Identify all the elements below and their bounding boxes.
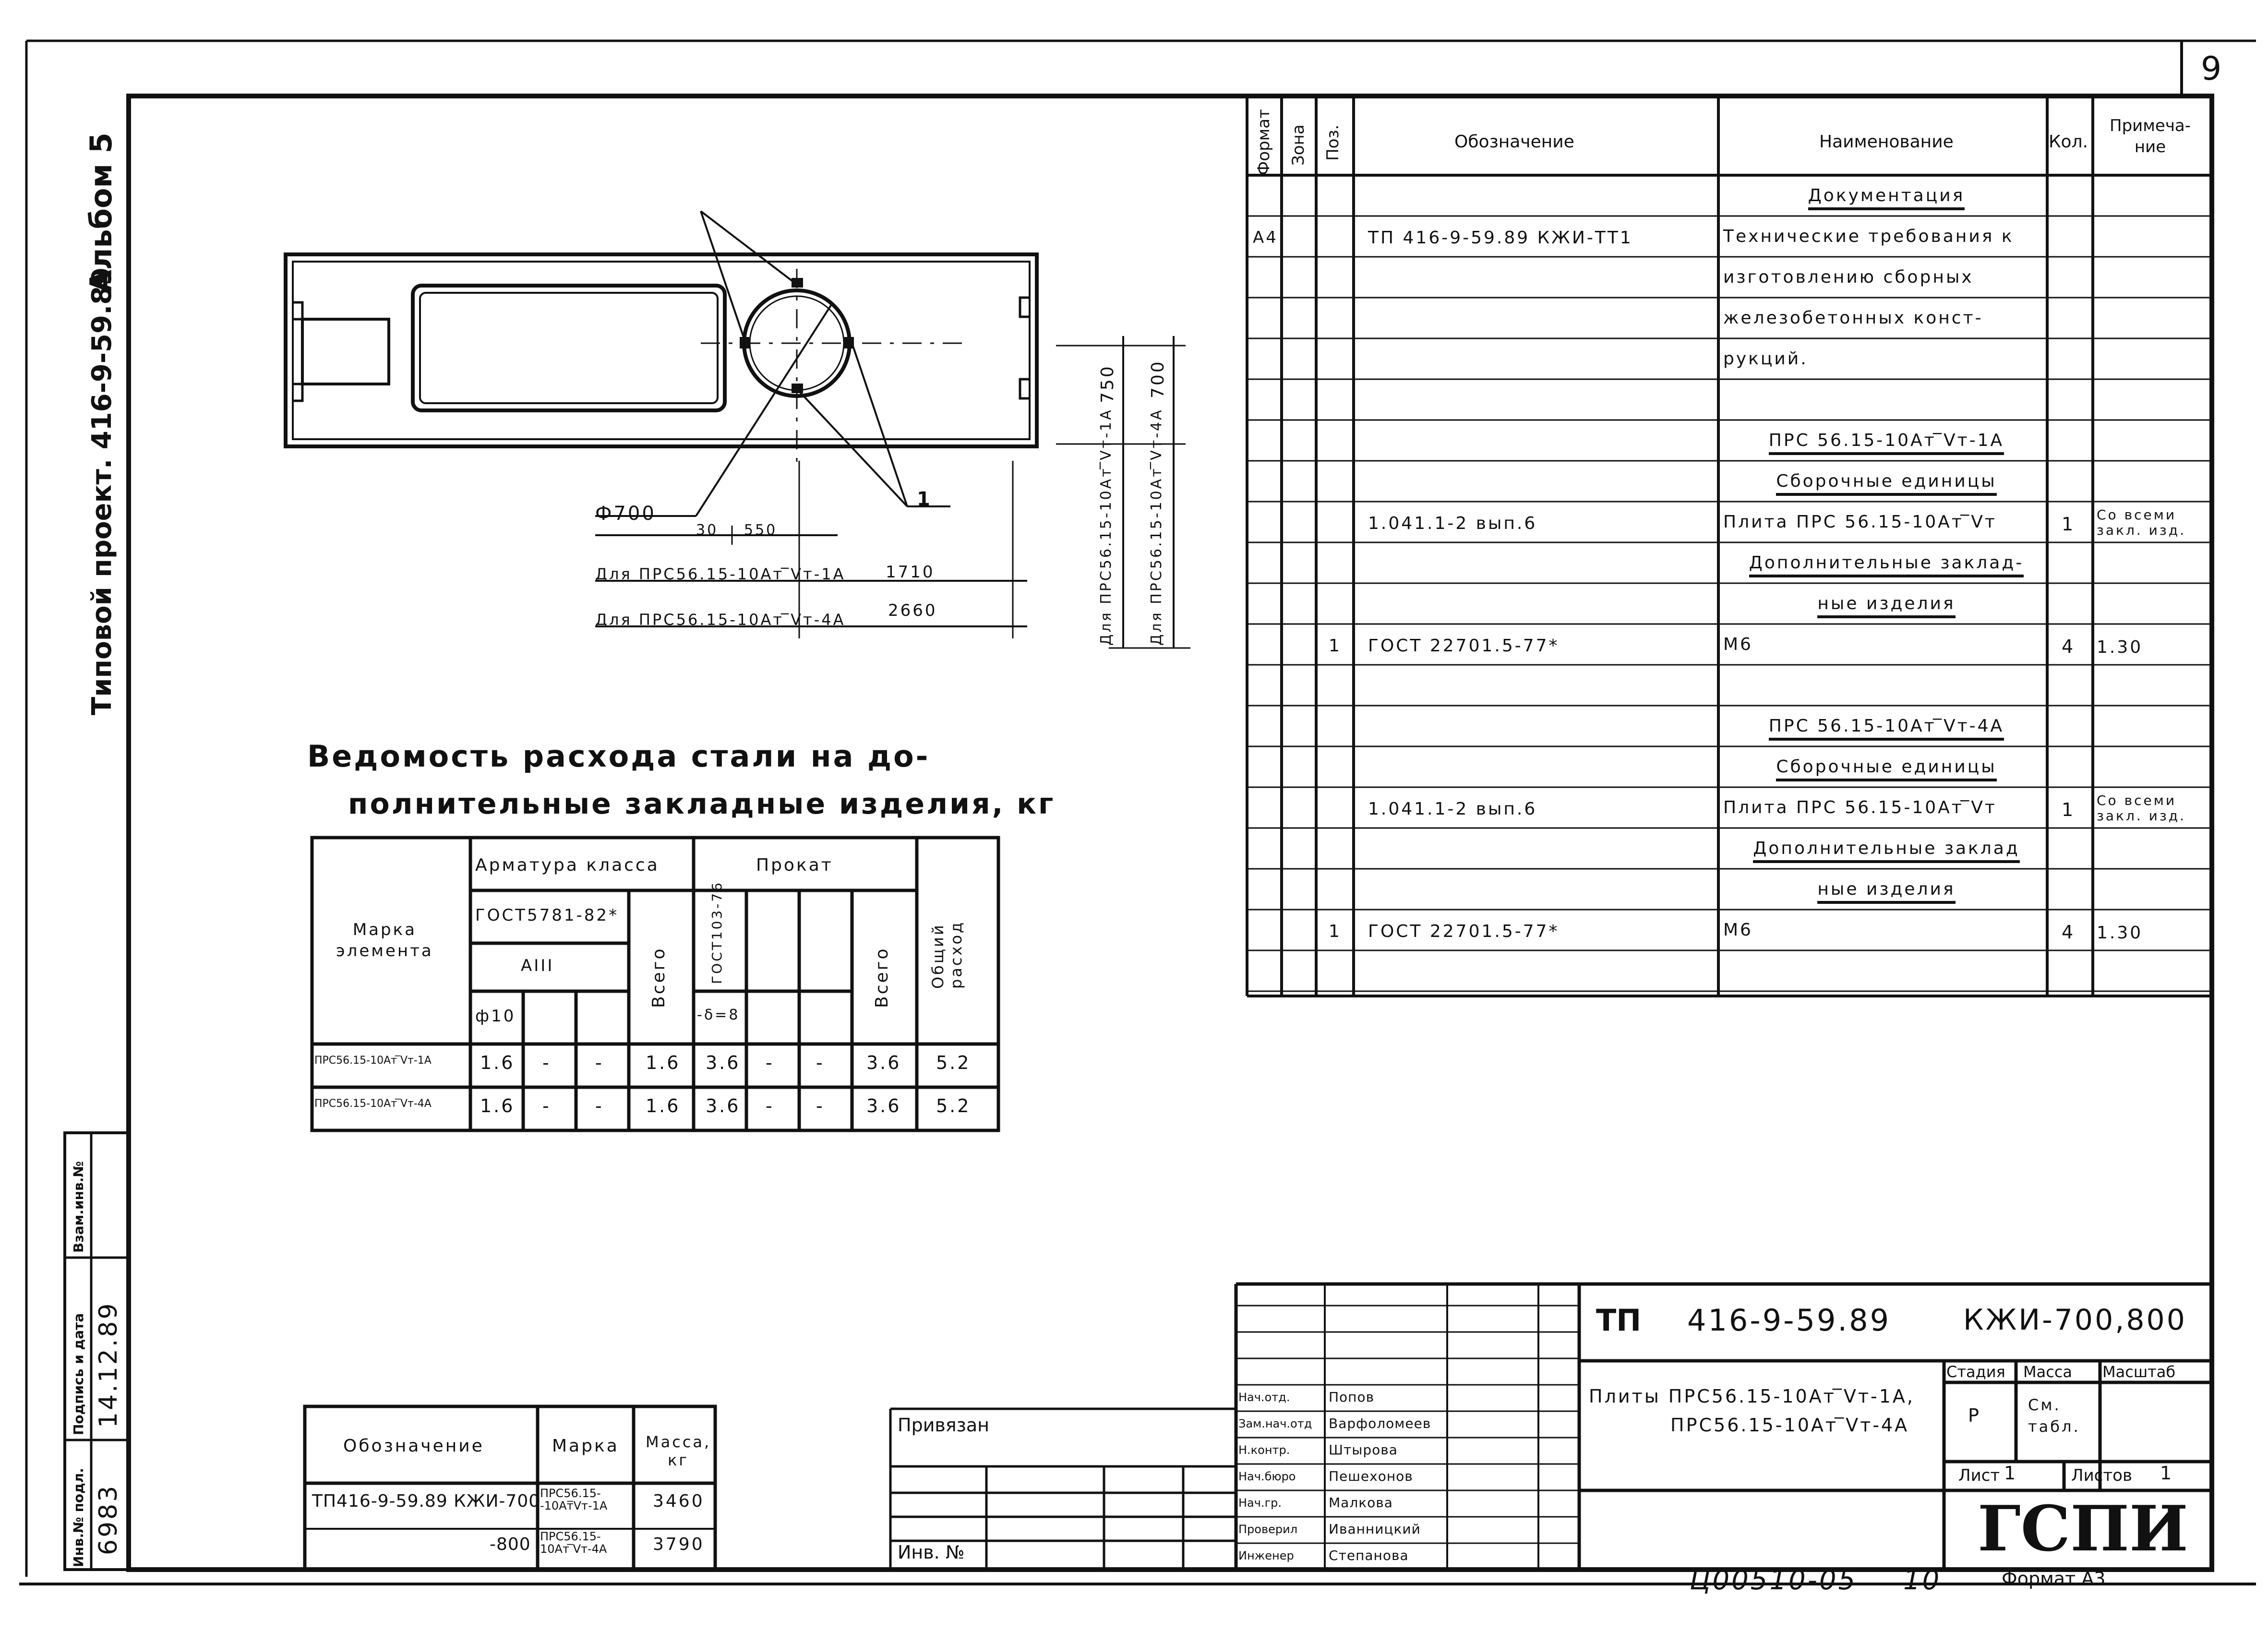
steel-row-total: 5.2 [936,1052,971,1073]
steel-h-gost103: ГОСТ103-76 [709,881,725,984]
spec-row-name-text: ные изделия [1817,594,1955,618]
project-label: Типовой проект. 416-9-59.89 [86,267,118,715]
spec-row-name [1728,881,2045,898]
spec-row-name-text: Плита ПРС 56.15-10Ат ̅Vт [1723,512,1997,532]
spec-row-name-text: М6 [1723,635,1753,654]
spec-row-name-text: Дополнительные заклад [1753,839,2019,863]
signer-name: Штырова [1329,1442,1398,1458]
vert-label-1a: Для ПРС56.15-10Ат ̅Vт-1А [1098,408,1115,646]
spec-row-name-text: Технические требования к [1723,227,2014,246]
tb-org: ГСПИ [1978,1492,2188,1565]
dim-550: 550 [744,522,778,539]
steel-h-vsego: Всего [649,947,669,1008]
steel-h-armatura: Арматура класса [475,855,660,875]
inv-label: Инв. № [898,1542,965,1563]
spec-row-name [1723,922,1753,939]
spec-row-name [1728,840,2045,857]
dim-2660: 2660 [888,601,937,620]
signer-name: Степанова [1329,1548,1409,1563]
spec-row-name-text: Плита ПРС 56.15-10Ат ̅Vт [1723,798,1997,817]
tb-sheet-h: Лист [1958,1466,2000,1485]
signer-role: Проверил [1238,1523,1298,1536]
spec-row-qty: 1 [2062,799,2076,820]
tb-stage-v: Р [1968,1405,1979,1426]
spec-row-name-text: железобетонных конст- [1723,308,1983,328]
leader-1-label: 1 [917,488,932,510]
steel-row-vsego: 1.6 [646,1052,681,1073]
signer-name: Иванницкий [1329,1521,1421,1537]
spec-row-designation: 1.041.1-2 вып.6 [1368,514,1537,533]
spec-row-name-text: М6 [1723,920,1753,940]
vert-label-4a: Для ПРС56.15-10Ат ̅Vт-4А [1148,408,1165,646]
tb-mass-h: Масса [2023,1363,2073,1381]
signer-name: Попов [1329,1389,1375,1405]
spec-row-name [1723,514,1997,531]
dim-750: 750 [1098,364,1117,403]
spec-row-designation: ГОСТ 22701.5-77* [1368,636,1560,656]
spec-row-name [1728,758,2045,776]
footer-copy-no: 10 [1903,1565,1942,1596]
strip-podpis: Подпись и дата [71,1313,86,1435]
spec-row-name [1728,187,2045,204]
spec-row-format: А4 [1253,228,1278,247]
spec-row-name [1728,595,2045,612]
spec-row-name-text: Сборочные единицы [1776,471,1996,496]
steel-row-vsego2: 3.6 [866,1052,901,1073]
spec-row-designation: 1.041.1-2 вып.6 [1368,799,1537,819]
tb-product-line1: Плиты ПРС56.15-10Ат ̅Vт-1А, [1589,1386,1915,1407]
spec-row-name-text: ПРС 56.15-10Ат ̅Vт-1А [1769,431,2004,455]
footer-format: Формат А3 [2002,1568,2106,1589]
row-label-1a: Для ПРС56.15-10Ат ̅Vт-1А [595,565,846,583]
spec-row-name-text: Сборочные единицы [1776,757,1996,781]
spec-row-designation: ГОСТ 22701.5-77* [1368,922,1560,941]
steel-row-phi10: 1.6 [480,1095,515,1116]
page-number: 9 [2201,50,2222,88]
spec-row-note: 1.30 [2097,637,2143,657]
spec-row-qty: 1 [2062,514,2076,535]
mass-h-mass: Масса, кг [646,1433,711,1470]
spec-row-name [1728,554,2045,572]
steel-row-phi10: 1.6 [480,1052,515,1073]
spec-row-name-text: ные изделия [1817,879,1955,904]
spec-row-name [1728,718,2045,735]
signer-role: Н.контр. [1238,1443,1290,1457]
spec-row-qty: 4 [2062,922,2076,943]
mass-row-designation: ТП416-9-59.89 КЖИ-700 [312,1491,540,1511]
signer-name: Малкова [1329,1495,1393,1511]
spec-row-name [1723,636,1753,653]
tb-scale-h: Масштаб [2102,1363,2176,1381]
strip-inv-podl: Инв.№ подл. [71,1468,86,1567]
steel-h-vsego2: Всего [872,947,892,1008]
steel-row-c5: - [766,1095,774,1116]
tb-sheets-h: Листов [2071,1466,2133,1485]
mass-h-designation: Обозначение [343,1436,484,1456]
strip-vzam: Взам.инв.№ [71,1161,86,1253]
steel-row-c6: - [816,1052,825,1073]
steel-row-delta8: 3.6 [706,1052,741,1073]
steel-h-gost5781: ГОСТ5781-82* [475,906,619,925]
steel-h-delta8: -δ=8 [697,1007,740,1023]
spec-row-note: 1.30 [2097,923,2143,943]
spec-row-name-text: ПРС 56.15-10Ат ̅Vт-4А [1769,716,2004,741]
steel-row-vsego2: 3.6 [866,1095,901,1116]
spec-row-name [1723,310,1983,327]
spec-row-name [1723,350,1808,368]
steel-h-aiii: АIII [521,956,554,975]
signer-name: Варфоломеев [1329,1416,1431,1431]
spec-row-name-text: изготовлению сборных [1723,267,1974,287]
dia-label: Ф700 [595,503,656,525]
spec-row-note: Со всеми закл. изд. [2097,507,2186,539]
strip-inv-value: 6983 [94,1484,123,1555]
signer-role: Нач.бюро [1238,1470,1296,1483]
steel-row-mark: ПРС56.15-10Ат ̅Vт-4А [314,1098,432,1110]
steel-row-total: 5.2 [936,1095,971,1116]
privyazan-label: Привязан [898,1415,989,1436]
spec-header-pos: Поз. [1323,124,1343,161]
signer-role: Нач.гр. [1238,1496,1282,1510]
tb-product-line2: ПРС56.15-10Ат ̅Vт-4А [1670,1415,1909,1436]
spec-row-name-text: рукций. [1723,349,1808,369]
steel-title-line1: Ведомость расхода стали на до- [307,739,930,774]
row-label-4a: Для ПРС56.15-10Ат ̅Vт-4А [595,611,846,629]
steel-row-c3: - [595,1095,604,1116]
mass-h-mark: Марка [552,1436,619,1456]
steel-row-vsego: 1.6 [646,1095,681,1116]
tb-sheet-v: 1 [2004,1463,2018,1484]
signer-role: Нач.отд. [1238,1391,1290,1404]
signer-role: Зам.нач.отд [1238,1417,1312,1430]
spec-row-qty: 4 [2062,636,2076,657]
steel-h-prokat: Прокат [756,855,833,875]
dim-1710: 1710 [886,563,935,582]
steel-row-delta8: 3.6 [706,1095,741,1116]
spec-header-qty: Кол. [2049,132,2088,152]
mass-row-mark: ПРС56.15- 10Ат ̅Vт-4А [540,1530,607,1556]
spec-header-format: Формат [1254,109,1273,175]
tb-sheets-v: 1 [2160,1463,2174,1484]
strip-date-value: 14.12.89 [94,1301,123,1428]
footer-archive-no: Ц00510-05 [1690,1565,1858,1596]
steel-row-c3: - [595,1052,604,1073]
spec-header-zone: Зона [1289,124,1308,166]
spec-row-designation: ТП 416-9-59.89 КЖИ-ТТ1 [1368,228,1633,248]
spec-row-name [1728,432,2045,449]
spec-row-name-text: Документация [1808,186,1965,210]
spec-row-note: Со всеми закл. изд. [2097,792,2186,824]
signer-name: Пешехонов [1329,1468,1413,1484]
mass-row-mass: 3790 [653,1535,705,1554]
steel-row-c2: - [542,1052,551,1073]
tb-mass-v: См. табл. [2028,1396,2080,1436]
mass-row-mark: ПРС56.15- -10Ат̅Vт-1А [540,1487,608,1513]
spec-header-note: Примеча- ние [2110,116,2191,157]
tb-stage-h: Стадия [1946,1363,2005,1381]
dim-30: 30 [696,522,719,539]
spec-row-name [1723,228,2014,245]
steel-row-c6: - [816,1095,825,1116]
album-label: Альбом 5 [84,132,119,293]
spec-row-name [1723,269,1974,286]
steel-h-total: Общий расход [929,920,966,989]
steel-row-c2: - [542,1095,551,1116]
steel-h-mark: Марка элемента [336,920,433,961]
tb-code-mark: КЖИ-700,800 [1963,1303,2187,1337]
tb-code-num: 416-9-59.89 [1687,1303,1891,1338]
steel-row-c5: - [766,1052,774,1073]
steel-h-phi10: ф10 [475,1007,516,1026]
steel-title-line2: полнительные закладные изделия, кг [348,787,1056,821]
spec-header-designation: Обозначение [1454,132,1574,152]
tb-code-tp: ТП [1596,1303,1642,1338]
spec-row-name [1728,473,2045,490]
spec-row-pos: 1 [1329,636,1342,656]
mass-row-designation: -800 [490,1535,531,1554]
spec-row-name [1723,799,1997,816]
steel-row-mark: ПРС56.15-10Ат ̅Vт-1А [314,1055,432,1067]
signer-role: Инженер [1238,1549,1294,1562]
spec-row-pos: 1 [1329,922,1342,941]
spec-header-name: Наименование [1819,132,1954,152]
dim-700: 700 [1148,360,1168,398]
spec-row-name-text: Дополнительные заклад- [1749,553,2024,577]
mass-row-mass: 3460 [653,1491,705,1511]
